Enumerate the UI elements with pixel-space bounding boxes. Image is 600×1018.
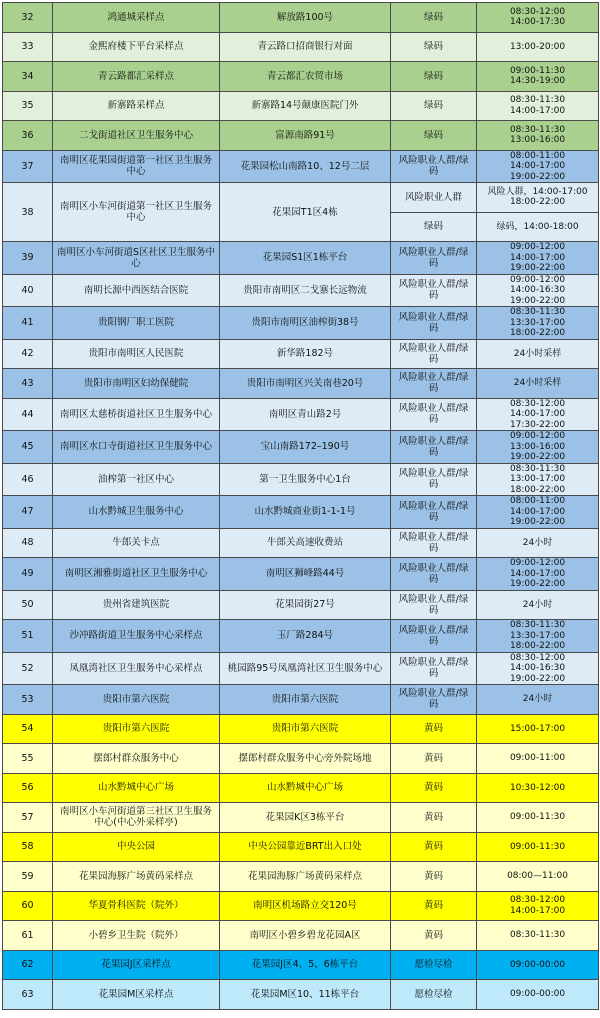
time-slot: 风险人群，14:00-17:00 — [487, 186, 588, 197]
table-row — [3, 242, 599, 275]
table-row — [3, 803, 599, 833]
site-address: 花果园海豚广场黄码采样点 — [220, 862, 391, 892]
row-number: 60 — [3, 891, 53, 921]
sampling-times — [477, 307, 599, 340]
site-address: 花果园街27号 — [220, 590, 391, 620]
row-number: 42 — [3, 339, 53, 369]
code-type: 愿检尽检 — [391, 980, 477, 1010]
row-number: 49 — [3, 558, 53, 591]
time-slot: 14:00-17:00 — [509, 252, 566, 263]
time-slot: 14:00-17:00 — [509, 568, 566, 579]
site-address: 南明区小碧乡碧龙花园A区 — [220, 921, 391, 951]
site-name: 贵阳钢厂职工医院 — [53, 307, 220, 340]
time-slot: 14:00-17:00 — [509, 105, 566, 116]
table-row — [3, 463, 599, 496]
code-type: 风险职业人群/绿码 — [391, 590, 477, 620]
row-number: 46 — [3, 463, 53, 496]
code-type: 黄码 — [391, 832, 477, 862]
site-name: 牛郎关卡点 — [53, 528, 220, 558]
time-slot: 09:00-11:30 — [509, 841, 566, 852]
row-number: 57 — [3, 803, 53, 833]
time-slot: 08:00-11:00 — [509, 150, 566, 161]
site-address: 贵阳市第六医院 — [220, 714, 391, 744]
code-type: 风险职业人群/绿码 — [391, 398, 477, 431]
time-slot: 24小时采样 — [513, 378, 562, 388]
sampling-times — [477, 980, 599, 1010]
time-slot: 09:00-00:00 — [509, 959, 566, 970]
table-row — [3, 121, 599, 151]
table-row — [3, 558, 599, 591]
code-type: 风险职业人群/绿码 — [391, 242, 477, 275]
site-address: 贵阳市第六医院 — [220, 685, 391, 715]
sampling-times — [477, 212, 599, 242]
time-slot: 09:00-11:00 — [509, 753, 566, 763]
row-number: 37 — [3, 150, 53, 183]
sampling-times — [477, 369, 599, 399]
time-slot: 14:00-16:30 — [509, 285, 566, 295]
code-type: 风险职业人群/绿码 — [391, 307, 477, 340]
sampling-times — [477, 773, 599, 803]
time-slot: 19:00-22:00 — [509, 452, 566, 462]
site-name: 花果园M区采样点 — [53, 980, 220, 1010]
time-slot: 08:30-12:00 — [509, 398, 566, 409]
time-slot: 10:30-12:00 — [509, 782, 566, 793]
site-name: 南明区小车河街道第一社区卫生服务中心 — [53, 183, 220, 242]
site-address: 摆郎村群众服务中心旁外院场地 — [220, 744, 391, 774]
site-address: 牛郎关高速收费站 — [220, 528, 391, 558]
site-name: 摆郎村群众服务中心 — [53, 744, 220, 774]
time-slot: 18:00-22:00 — [509, 328, 566, 338]
code-type: 黄码 — [391, 773, 477, 803]
site-name: 鸿通城采样点 — [53, 3, 220, 33]
code-type: 绿码 — [391, 62, 477, 92]
site-name: 华夏骨科医院（院外） — [53, 891, 220, 921]
time-slot: 13:00-16:00 — [509, 135, 566, 146]
site-name: 凤凰湾社区卫生服务中心采样点 — [53, 652, 220, 685]
row-number: 59 — [3, 862, 53, 892]
site-name: 花果园J区采样点 — [53, 950, 220, 980]
table-row — [3, 862, 599, 892]
row-number: 62 — [3, 950, 53, 980]
table-row — [3, 369, 599, 399]
row-number: 33 — [3, 32, 53, 62]
site-name: 南明区湘雅街道社区卫生服务中心 — [53, 558, 220, 591]
time-slot: 19:00-22:00 — [509, 263, 566, 273]
sampling-times — [477, 620, 599, 653]
site-name: 二戈街道社区卫生服务中心 — [53, 121, 220, 151]
site-name: 青云路都汇采样点 — [53, 62, 220, 92]
site-name: 贵阳市第六医院 — [53, 714, 220, 744]
time-slot: 09:00-00:00 — [509, 989, 566, 999]
site-address: 山水黔城商业街1-1-1号 — [220, 496, 391, 529]
table-row — [3, 685, 599, 715]
site-address: 花果园K区3栋平台 — [220, 803, 391, 833]
sampling-times — [477, 685, 599, 715]
row-number: 44 — [3, 398, 53, 431]
sampling-times — [477, 3, 599, 33]
time-slot: 13:30-17:00 — [509, 317, 566, 328]
sampling-times — [477, 950, 599, 980]
site-address: 贵阳市南明区二戈寨长远物流 — [220, 274, 391, 307]
site-address: 新华路182号 — [220, 339, 391, 369]
time-slot: 24小时 — [522, 599, 553, 610]
row-number: 51 — [3, 620, 53, 653]
time-slot: 24小时采样 — [513, 348, 562, 359]
table-row — [3, 891, 599, 921]
code-type: 风险职业人群/绿码 — [391, 528, 477, 558]
site-name: 南明区花果园街道第一社区卫生服务中心 — [53, 150, 220, 183]
site-address: 青云路口招商银行对面 — [220, 32, 391, 62]
code-type: 愿检尽检 — [391, 950, 477, 980]
time-slot: 17:30-22:00 — [509, 419, 566, 430]
site-address: 花果园T1区4栋 — [220, 183, 391, 242]
time-slot: 09:00-12:00 — [509, 242, 566, 252]
time-slot: 09:00-12:00 — [509, 558, 566, 568]
sampling-times — [477, 121, 599, 151]
site-address: 富源南路91号 — [220, 121, 391, 151]
time-slot: 09:00-12:00 — [509, 431, 566, 441]
table-row — [3, 150, 599, 183]
site-address: 桃园路95号凤凰湾社区卫生服务中心 — [220, 652, 391, 685]
table-row — [3, 339, 599, 369]
site-name: 南明区小车河街道第三社区卫生服务中心(中心外采样亭) — [53, 803, 220, 833]
time-slot: 09:00-11:30 — [509, 812, 566, 822]
row-number: 54 — [3, 714, 53, 744]
table-row — [3, 773, 599, 803]
row-number: 39 — [3, 242, 53, 275]
row-number: 53 — [3, 685, 53, 715]
sampling-times — [477, 862, 599, 892]
time-slot: 14:00-17:30 — [509, 17, 566, 28]
time-slot: 08:30-11:30 — [509, 930, 566, 940]
site-name: 贵阳市南明区妇幼保健院 — [53, 369, 220, 399]
time-slot: 15:00-17:00 — [509, 723, 566, 734]
sampling-times — [477, 832, 599, 862]
code-type: 绿码 — [391, 32, 477, 62]
time-slot: 14:00-17:00 — [509, 409, 566, 419]
time-slot: 19:00-22:00 — [509, 171, 566, 182]
site-address: 解放路100号 — [220, 3, 391, 33]
table-row — [3, 398, 599, 431]
code-type: 风险职业人群/绿码 — [391, 339, 477, 369]
row-number: 52 — [3, 652, 53, 685]
code-type: 风险职业人群/绿码 — [391, 652, 477, 685]
time-slot: 08:30-11:30 — [509, 124, 566, 135]
sampling-times — [477, 558, 599, 591]
site-address: 花果园M区10、11栋平台 — [220, 980, 391, 1010]
table-row — [3, 921, 599, 951]
code-type: 黄码 — [391, 862, 477, 892]
code-type: 风险职业人群/绿码 — [391, 431, 477, 464]
code-type: 绿码 — [391, 212, 477, 242]
site-name: 南明区小车河街道S区社区卫生服务中心 — [53, 242, 220, 275]
time-slot: 19:00-22:00 — [509, 579, 566, 589]
time-slot: 08:30-12:00 — [509, 6, 566, 17]
site-address: 山水黔城中心广场 — [220, 773, 391, 803]
row-number: 63 — [3, 980, 53, 1010]
time-slot: 13:30-17:00 — [509, 630, 566, 641]
time-slot: 08:30-11:30 — [509, 95, 566, 106]
site-address: 南明区机场路立交120号 — [220, 891, 391, 921]
row-number: 50 — [3, 590, 53, 620]
site-address: 花果园S1区1栋平台 — [220, 242, 391, 275]
time-slot: 14:00-17:00 — [509, 506, 566, 517]
site-address: 玉厂路284号 — [220, 620, 391, 653]
table-row — [3, 32, 599, 62]
sampling-times — [477, 91, 599, 121]
sampling-sites-body — [3, 3, 599, 1010]
sampling-times — [477, 32, 599, 62]
site-name: 油榨第一社区中心 — [53, 463, 220, 496]
time-slot: 24小时 — [522, 537, 553, 548]
time-slot: 14:00-17:00 — [509, 905, 566, 916]
time-slot: 13:00-16:00 — [509, 441, 566, 452]
sampling-times — [477, 183, 599, 213]
site-name: 小碧乡卫生院（院外） — [53, 921, 220, 951]
time-slot: 09:00-11:30 — [509, 65, 566, 76]
row-number: 40 — [3, 274, 53, 307]
site-name: 花果园海豚广场黄码采样点 — [53, 862, 220, 892]
row-number: 48 — [3, 528, 53, 558]
table-row — [3, 3, 599, 33]
table-row — [3, 950, 599, 980]
time-slot: 18:00-22:00 — [509, 484, 566, 495]
row-number: 43 — [3, 369, 53, 399]
site-address: 新寨路14号颠康医院门外 — [220, 91, 391, 121]
time-slot: 18:00-22:00 — [509, 197, 566, 208]
code-type: 风险职业人群/绿码 — [391, 558, 477, 591]
time-slot: 08:30-11:30 — [509, 620, 566, 630]
table-row — [3, 183, 599, 213]
row-number: 55 — [3, 744, 53, 774]
sampling-times — [477, 242, 599, 275]
time-slot: 14:00-16:30 — [509, 663, 566, 673]
site-name: 中央公园 — [53, 832, 220, 862]
sampling-times — [477, 891, 599, 921]
row-number: 34 — [3, 62, 53, 92]
time-slot: 08:30-12:00 — [509, 652, 566, 663]
row-number: 58 — [3, 832, 53, 862]
code-type: 风险职业人群/绿码 — [391, 369, 477, 399]
time-slot: 13:00-17:00 — [509, 474, 566, 484]
code-type: 黄码 — [391, 744, 477, 774]
site-name: 新寨路采样点 — [53, 91, 220, 121]
code-type: 黄码 — [391, 891, 477, 921]
code-type: 风险职业人群/绿码 — [391, 463, 477, 496]
row-number: 56 — [3, 773, 53, 803]
site-address: 贵阳市南明区兴关南巷20号 — [220, 369, 391, 399]
sampling-times — [477, 463, 599, 496]
table-row — [3, 714, 599, 744]
sampling-times — [477, 431, 599, 464]
site-address: 中央公园靠近BRT出入口处 — [220, 832, 391, 862]
site-address: 南明区青山路2号 — [220, 398, 391, 431]
table-row — [3, 307, 599, 340]
code-type: 绿码 — [391, 91, 477, 121]
table-row — [3, 590, 599, 620]
row-number: 38 — [3, 183, 53, 242]
code-type: 风险职业人群/绿码 — [391, 620, 477, 653]
time-slot: 08:00—11:00 — [507, 871, 568, 881]
row-number: 32 — [3, 3, 53, 33]
code-type: 风险职业人群/绿码 — [391, 685, 477, 715]
code-type: 风险职业人群 — [391, 183, 477, 213]
site-name: 贵州省建筑医院 — [53, 590, 220, 620]
time-slot: 08:30-11:30 — [509, 463, 566, 474]
time-slot: 08:00-11:00 — [509, 496, 566, 506]
code-type: 绿码 — [391, 3, 477, 33]
table-row — [3, 620, 599, 653]
row-number: 45 — [3, 431, 53, 464]
table-row — [3, 62, 599, 92]
sampling-times — [477, 496, 599, 529]
sampling-times — [477, 652, 599, 685]
site-name: 山水黔城中心广场 — [53, 773, 220, 803]
site-name: 沙冲路街道卫生服务中心采样点 — [53, 620, 220, 653]
site-address: 花果园J区4、5、6栋平台 — [220, 950, 391, 980]
code-type: 绿码 — [391, 121, 477, 151]
row-number: 36 — [3, 121, 53, 151]
sampling-sites-table — [2, 2, 599, 1010]
sampling-times — [477, 714, 599, 744]
table-row — [3, 496, 599, 529]
site-name: 山水黔城卫生服务中心 — [53, 496, 220, 529]
time-slot: 19:00-22:00 — [509, 673, 566, 684]
site-address: 花果园松山南路10、12号二层 — [220, 150, 391, 183]
time-slot: 绿码，14:00-18:00 — [496, 221, 579, 232]
time-slot: 13:00-20:00 — [509, 41, 566, 52]
time-slot: 14:30-19:00 — [509, 76, 566, 87]
time-slot: 24小时 — [522, 694, 553, 704]
site-address: 南明区狮峰路44号 — [220, 558, 391, 591]
code-type: 风险职业人群/绿码 — [391, 496, 477, 529]
sampling-times — [477, 744, 599, 774]
site-address: 青云都汇农贸市场 — [220, 62, 391, 92]
row-number: 47 — [3, 496, 53, 529]
table-row — [3, 744, 599, 774]
table-row — [3, 652, 599, 685]
table-row — [3, 274, 599, 307]
sampling-times — [477, 274, 599, 307]
site-address: 贵阳市南明区油榨街38号 — [220, 307, 391, 340]
row-number: 41 — [3, 307, 53, 340]
site-address: 第一卫生服务中心1台 — [220, 463, 391, 496]
code-type: 黄码 — [391, 803, 477, 833]
time-slot: 09:00-12:00 — [509, 274, 566, 285]
sampling-times — [477, 62, 599, 92]
code-type: 风险职业人群/绿码 — [391, 274, 477, 307]
sampling-times — [477, 528, 599, 558]
site-address: 宝山南路172–190号 — [220, 431, 391, 464]
site-name: 南明区水口寺街道社区卫生服务中心 — [53, 431, 220, 464]
table-row — [3, 832, 599, 862]
code-type: 黄码 — [391, 714, 477, 744]
time-slot: 18:00-22:00 — [509, 641, 566, 651]
code-type: 黄码 — [391, 921, 477, 951]
table-row — [3, 431, 599, 464]
sampling-times — [477, 921, 599, 951]
table-row — [3, 91, 599, 121]
table-row — [3, 980, 599, 1010]
code-type: 风险职业人群/绿码 — [391, 150, 477, 183]
sampling-times — [477, 339, 599, 369]
time-slot: 19:00-22:00 — [509, 295, 566, 306]
time-slot: 14:00-17:00 — [509, 161, 566, 171]
site-name: 南明长源中西医结合医院 — [53, 274, 220, 307]
time-slot: 08:30-11:30 — [509, 307, 566, 317]
sampling-times — [477, 398, 599, 431]
row-number: 35 — [3, 91, 53, 121]
table-row — [3, 528, 599, 558]
sampling-times — [477, 590, 599, 620]
site-name: 金熙府楼下平台采样点 — [53, 32, 220, 62]
site-name: 南明区太慈桥街道社区卫生服务中心 — [53, 398, 220, 431]
sampling-times — [477, 803, 599, 833]
time-slot: 08:30-12:00 — [509, 895, 566, 906]
site-name: 贵阳市第六医院 — [53, 685, 220, 715]
row-number: 61 — [3, 921, 53, 951]
time-slot: 19:00-22:00 — [509, 517, 566, 527]
site-name: 贵阳市南明区人民医院 — [53, 339, 220, 369]
sampling-times — [477, 150, 599, 183]
